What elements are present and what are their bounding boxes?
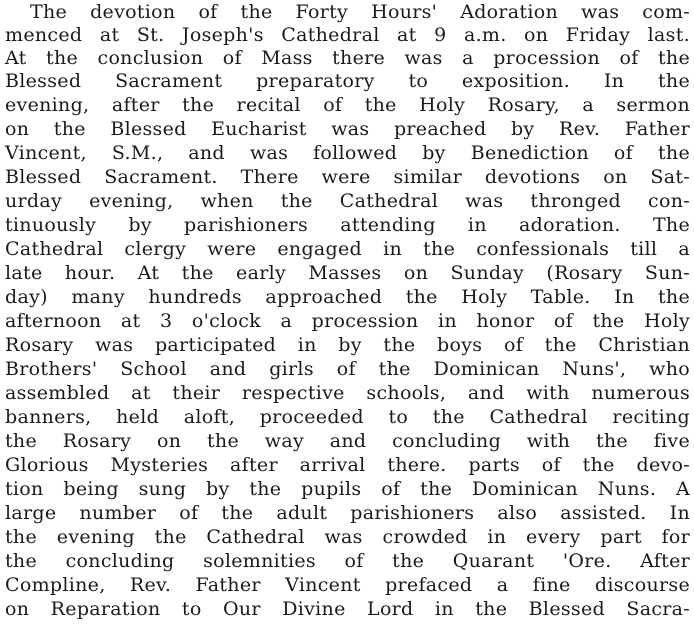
text-line: tinuously by parishioners attending in adoration. The	[5, 214, 690, 236]
text-line: Glorious Mysteries after arrival there. parts of the devo-	[5, 454, 690, 476]
text-line: tion being sung by the pupils of the Dominican Nuns. A	[5, 478, 690, 500]
text-line: At the conclusion of Mass there was a procession of the	[5, 47, 690, 69]
text-line: Blessed Sacrament. There were similar devotions on Sat-	[5, 166, 690, 188]
text-line: Compline, Rev. Father Vincent prefaced a fine discourse	[5, 574, 690, 596]
text-line: on Reparation to Our Divine Lord in the Blessed Sacra-	[5, 598, 690, 620]
text-line: The devotion of the Forty Hours' Adoration was com-	[30, 1, 690, 23]
text-line: assembled at their respective schools, and with numerous	[5, 382, 690, 404]
text-line: Cathedral clergy were engaged in the confessionals till a	[5, 238, 690, 260]
text-line: the concluding solemnities of the Quarant 'Ore. After	[5, 550, 690, 572]
text-line: late hour. At the early Masses on Sunday (Rosary Sun-	[5, 262, 690, 284]
text-line: urday evening, when the Cathedral was thronged con-	[5, 190, 690, 212]
text-line: menced at St. Joseph's Cathedral at 9 a.m. on Friday last.	[5, 24, 690, 46]
text-line: the Rosary on the way and concluding with the five	[5, 430, 690, 452]
text-line: Rosary was participated in by the boys of the Christian	[5, 334, 690, 356]
text-line: large number of the adult parishioners also assisted. In	[5, 502, 690, 524]
text-line: day) many hundreds approached the Holy Table. In the	[5, 286, 690, 308]
text-line: on the Blessed Eucharist was preached by Rev. Father	[5, 118, 690, 140]
text-line: Blessed Sacrament preparatory to exposition. In the	[5, 70, 690, 92]
text-line: the evening the Cathedral was crowded in every part for	[5, 526, 690, 548]
text-line: Vincent, S.M., and was followed by Benediction of the	[5, 142, 690, 164]
text-line: afternoon at 3 o'clock a procession in honor of the Holy	[5, 310, 690, 332]
text-line: Brothers' School and girls of the Dominican Nuns', who	[5, 358, 690, 380]
text-line: banners, held aloft, proceeded to the Cathedral reciting	[5, 406, 690, 428]
text-line: evening, after the recital of the Holy Rosary, a sermon	[5, 94, 690, 116]
